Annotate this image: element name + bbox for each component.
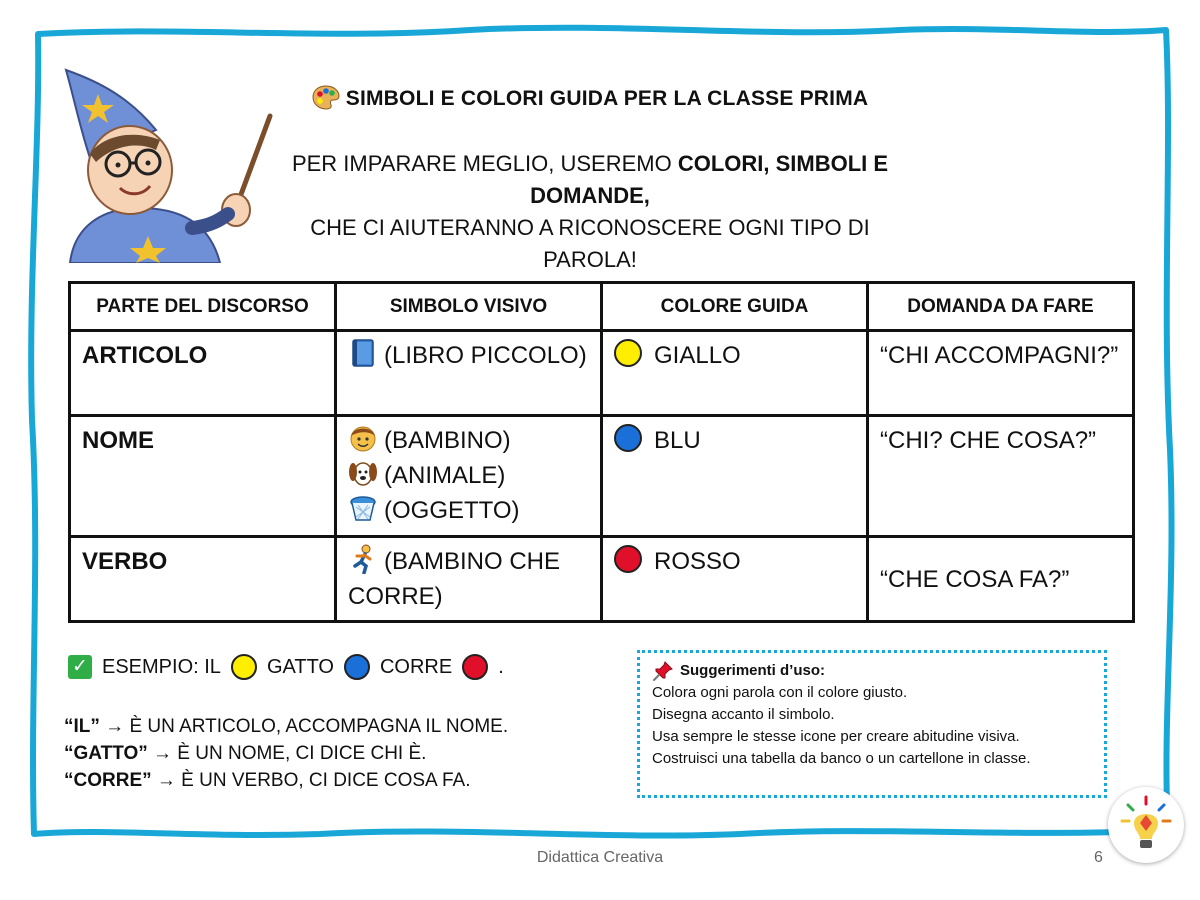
example-word: CORRE <box>379 655 453 678</box>
symbol-text: (BAMBINO CHE CORRE) <box>348 548 561 610</box>
yellow-dot <box>614 339 642 367</box>
part-cell: NOME <box>70 416 336 537</box>
tip-item: Disegna accanto il simbolo. <box>652 706 835 723</box>
red-dot <box>462 654 488 680</box>
explanation-item <box>64 767 508 794</box>
lightbulb-logo-icon <box>1108 787 1184 863</box>
color-name: BLU <box>654 427 701 454</box>
color-name: GIALLO <box>654 342 741 369</box>
part-cell: VERBO <box>70 537 336 622</box>
tips-box <box>637 650 1107 798</box>
symbol-line <box>348 493 590 528</box>
question-cell: “CHE COSA FA?” <box>868 537 1134 622</box>
basket-icon <box>348 493 378 523</box>
color-cell <box>602 331 868 416</box>
explanation-item <box>64 740 508 767</box>
palette-icon <box>312 84 340 110</box>
explanation-item <box>64 713 508 740</box>
page-number: 6 <box>1094 849 1103 866</box>
tip-item: Colora ogni parola con il colore giusto. <box>652 684 908 701</box>
symbol-cell <box>336 416 602 537</box>
header-color: COLORE GUIDA <box>602 283 868 331</box>
intro-part2: CHE CI AIUTERANNO A RICONOSCERE OGNI TIPO DI PAROLA! <box>310 215 870 272</box>
guide-table <box>68 281 1135 623</box>
table-row <box>70 537 1134 622</box>
child-icon <box>348 423 378 453</box>
symbol-text: (ANIMALE) <box>384 462 506 489</box>
header-question: DOMANDA DA FARE <box>868 283 1134 331</box>
yellow-dot <box>231 654 257 680</box>
symbol-line <box>348 423 590 458</box>
header-symbol: SIMBOLO VISIVO <box>336 283 602 331</box>
book-icon <box>348 338 378 368</box>
blue-dot <box>614 424 642 452</box>
question-cell: “CHI? CHE COSA?” <box>868 416 1134 537</box>
explained-word: “GATTO” <box>64 743 148 764</box>
example-end: . <box>498 655 504 678</box>
table-header-row <box>70 283 1134 331</box>
explained-word: “IL” <box>64 716 100 737</box>
example-line <box>68 654 504 680</box>
explanation-text: → È UN ARTICOLO, ACCOMPAGNA IL NOME. <box>99 716 509 737</box>
red-dot <box>614 545 642 573</box>
symbol-text: (BAMBINO) <box>384 427 511 454</box>
explanation-text: → È UN VERBO, CI DICE COSA FA. <box>151 770 471 791</box>
tip-item: Usa sempre le stesse icone per creare abitudine visiva. <box>652 728 1020 745</box>
tips-title <box>652 660 1092 682</box>
intro-part1: PER IMPARARE MEGLIO, USEREMO <box>291 151 678 176</box>
example-word: GATTO <box>266 655 334 678</box>
table-row <box>70 331 1134 416</box>
check-icon: ✓ <box>68 655 92 679</box>
intro-bold: COLORI, SIMBOLI E DOMANDE, <box>530 151 889 208</box>
example-prefix: ESEMPIO: IL <box>102 655 221 678</box>
question-cell: “CHI ACCOMPAGNI?” <box>868 331 1134 416</box>
dog-icon <box>348 458 378 488</box>
explanation-list <box>64 713 508 794</box>
color-name: ROSSO <box>654 548 741 575</box>
part-cell: ARTICOLO <box>70 331 336 416</box>
symbol-cell <box>336 537 602 622</box>
header-part: PARTE DEL DISCORSO <box>70 283 336 331</box>
tips-title-text: Suggerimenti d’uso: <box>680 662 826 679</box>
tip-item: Costruisci una tabella da banco o un cartellone in classe. <box>652 750 1031 767</box>
color-cell <box>602 416 868 537</box>
running-child-icon <box>348 544 378 574</box>
explained-word: “CORRE” <box>64 770 152 791</box>
page-title <box>300 84 880 111</box>
symbol-cell <box>336 331 602 416</box>
blue-dot <box>344 654 370 680</box>
explanation-text: → È UN NOME, CI DICE CHI È. <box>147 743 427 764</box>
title-text: SIMBOLI E COLORI GUIDA PER LA CLASSE PRIMA <box>345 87 869 110</box>
pushpin-icon <box>652 660 674 682</box>
intro-text <box>270 148 910 276</box>
symbol-text: (LIBRO PICCOLO) <box>384 342 587 369</box>
wizard-illustration <box>60 58 280 263</box>
color-cell <box>602 537 868 622</box>
footer-brand: Didattica Creativa <box>536 849 664 866</box>
symbol-text: (OGGETTO) <box>384 497 520 524</box>
symbol-line <box>348 458 590 493</box>
table-row <box>70 416 1134 537</box>
